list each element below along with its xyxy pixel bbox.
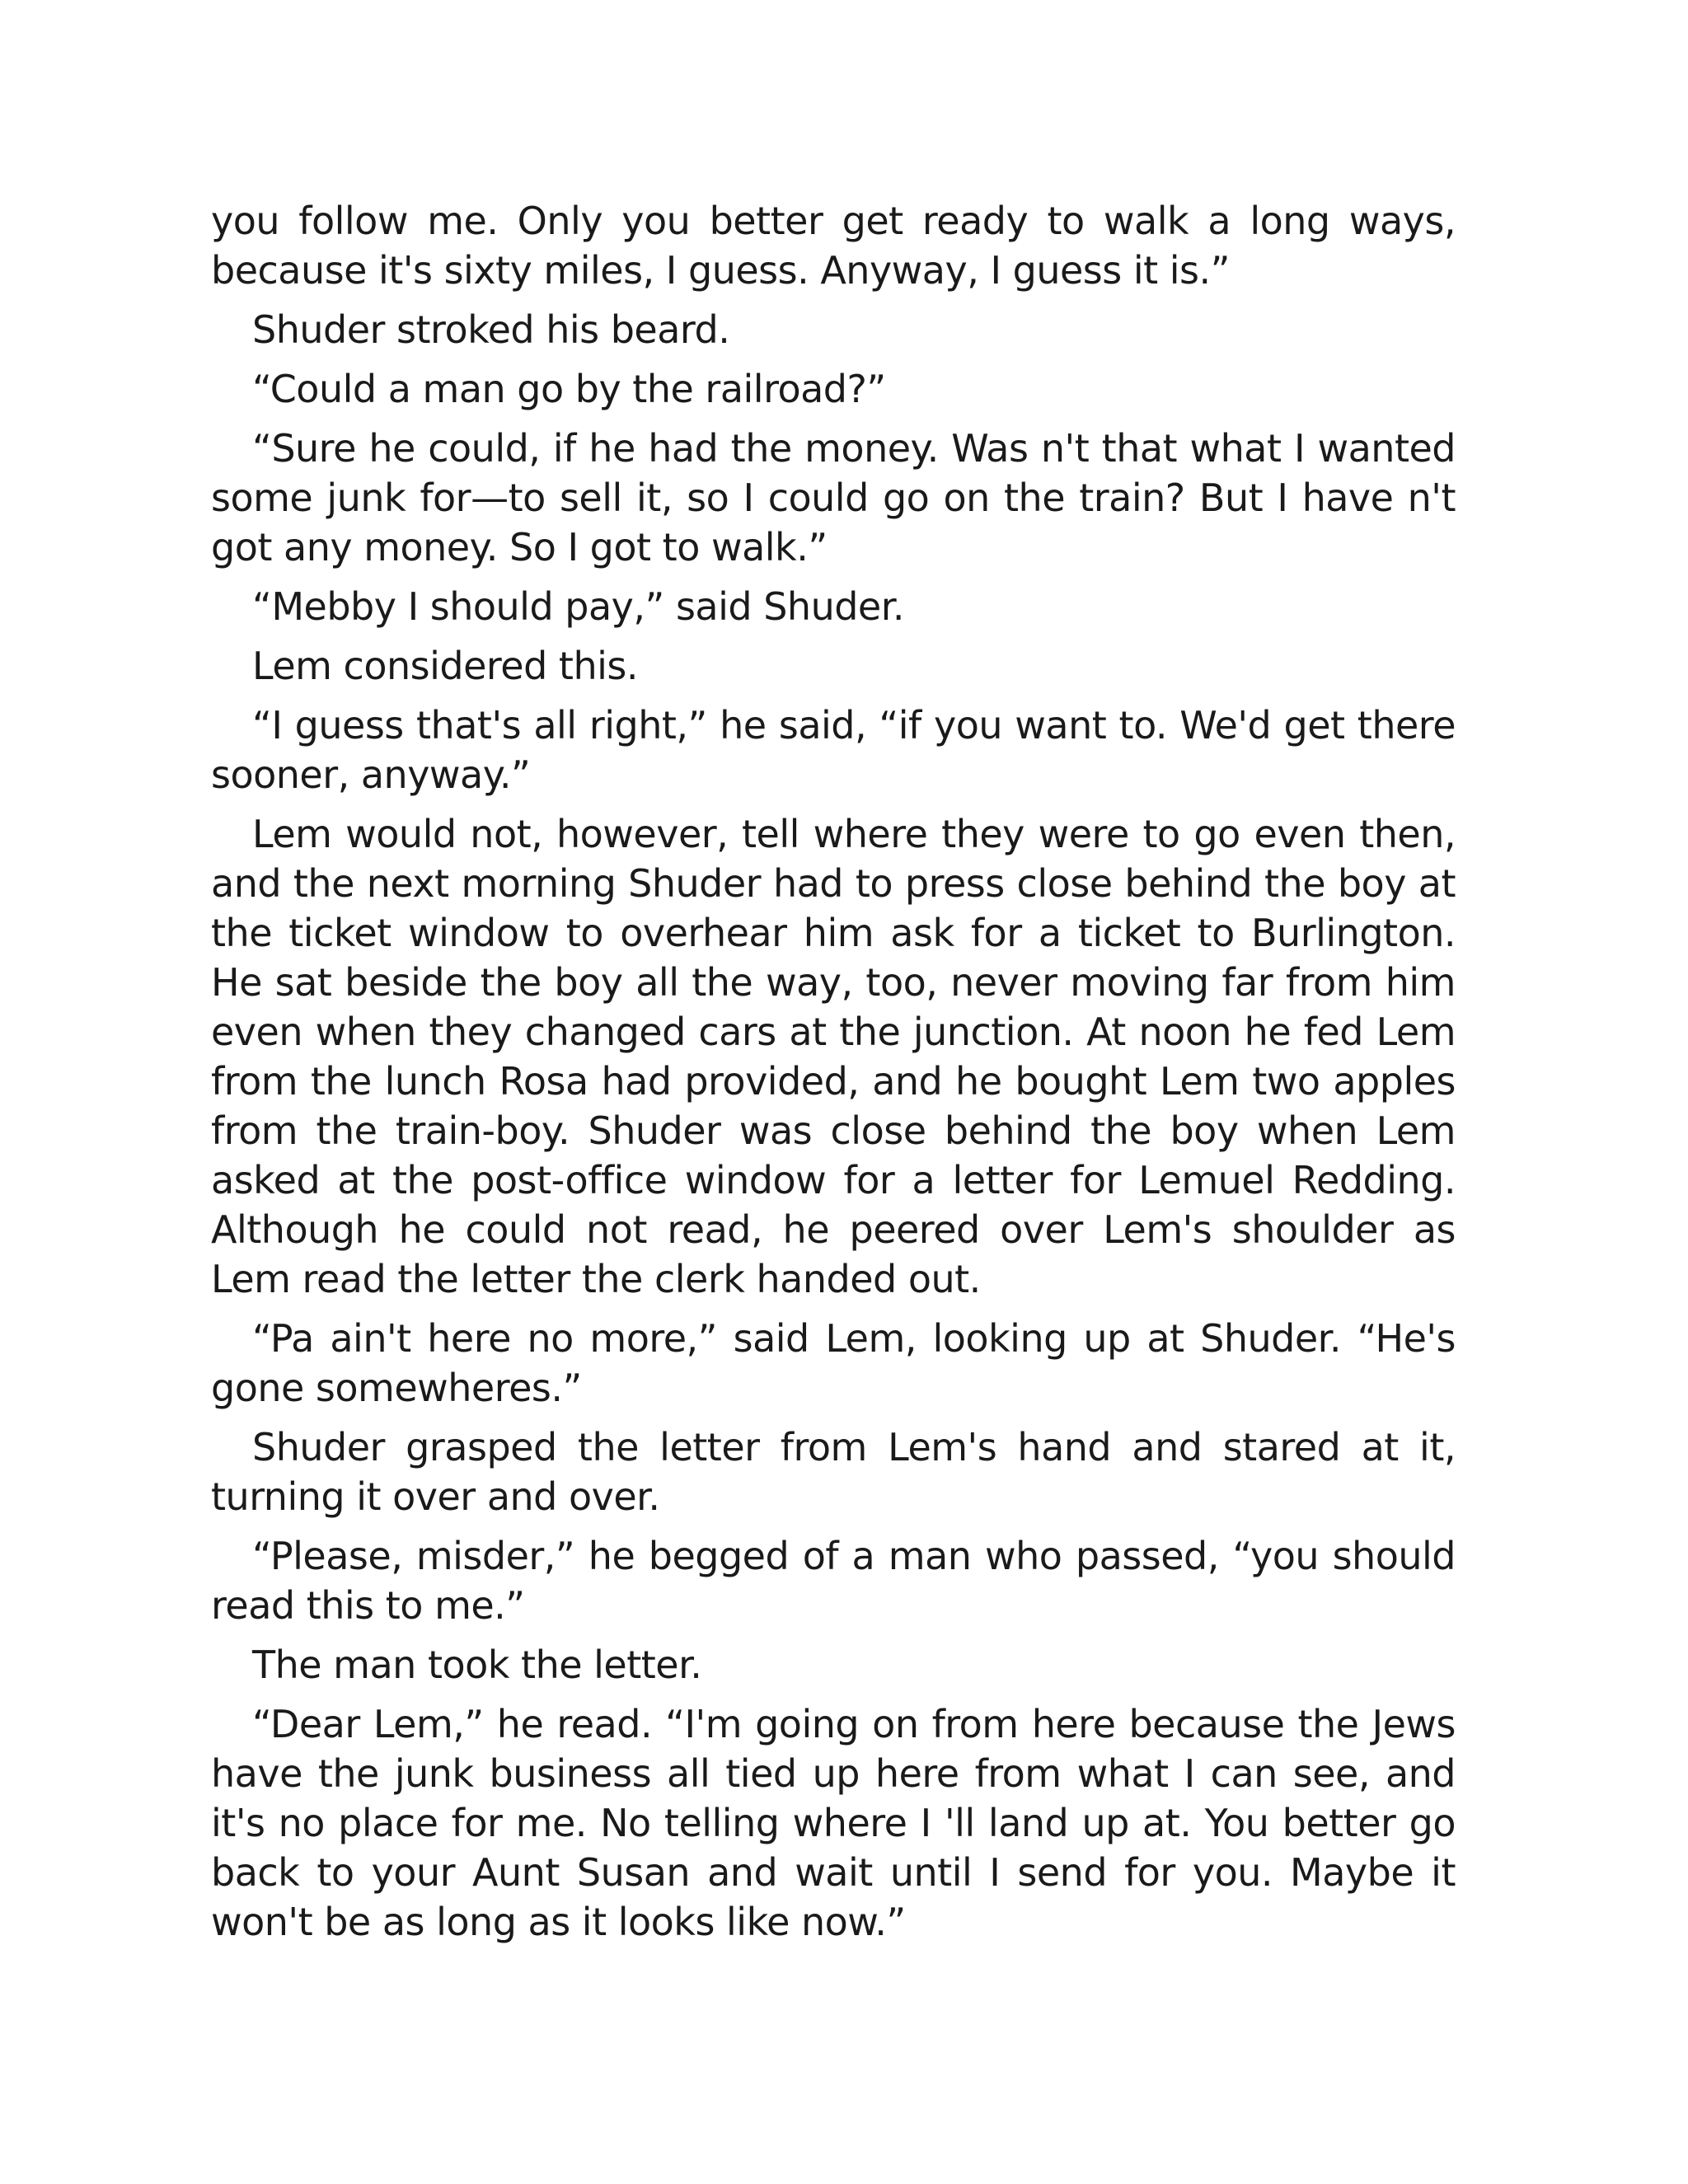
paragraph: “Pa ain't here no more,” said Lem, looking up at Shuder. “He's gone somewheres.”: [211, 1316, 1456, 1410]
paragraph: Shuder stroked his beard.: [252, 307, 730, 352]
paragraph: “Please, misder,” he begged of a man who passed, “you should read this to me.”: [211, 1534, 1456, 1628]
paragraph: “Sure he could, if he had the money. Was n't that what I wanted some junk for—to sell it, so I could go on the train? But I have n't got any money. So I got to walk.”: [211, 426, 1456, 569]
paragraph: “Dear Lem,” he read. “I'm going on from here because the Jews have the junk business all tied up here from what I can see, and it's no place for me. No telling where I 'll land up at. You better go back to your Aunt Susan and wait until I send for you. Maybe it won't be as long as it looks like now.”: [211, 1702, 1456, 1944]
paragraph: Lem would not, however, tell where they were to go even then, and the next morning Shuder had to press close behind the boy at the ticket window to overhear him ask for a ticket to Burlington. He sat beside the boy all the way, too, never moving far from him even when they changed cars at the junction. At noon he fed Lem from the lunch Rosa had provided, and he bought Lem two apples from the train-boy. Shuder was close behind the boy when Lem asked at the post-office window for a letter for Lemuel Redding. Although he could not read, he peered over Lem's shoulder as Lem read the letter the clerk handed out.: [211, 812, 1456, 1301]
paragraph: The man took the letter.: [252, 1643, 702, 1687]
paragraph: “Could a man go by the railroad?”: [252, 367, 886, 411]
page-text: [211, 196, 1456, 1947]
paragraph: “Mebby I should pay,” said Shuder.: [252, 584, 905, 629]
paragraph: Shuder grasped the letter from Lem's hand and stared at it, turning it over and over.: [211, 1425, 1456, 1519]
paragraph-continued: you follow me. Only you better get ready to walk a long ways, because it's sixty miles, I guess. Anyway, I guess it is.”: [211, 199, 1456, 293]
paragraph: Lem considered this.: [252, 644, 638, 688]
paragraph: “I guess that's all right,” he said, “if you want to. We'd get there sooner, anyway.”: [211, 703, 1456, 797]
